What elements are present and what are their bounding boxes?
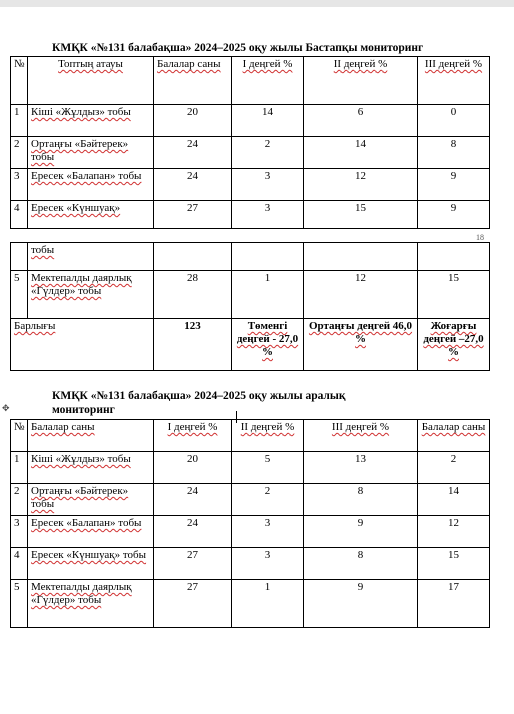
monitoring2-title-line2: мониторинг xyxy=(52,404,115,416)
cell-level1: 1 xyxy=(232,271,304,319)
cell-group-name: Мектепалды даярлық «Гүлдер» тобы xyxy=(28,580,154,628)
cell-count: 28 xyxy=(154,271,232,319)
cell-count xyxy=(154,243,232,271)
cell-level1: 2 xyxy=(232,137,304,169)
table-row xyxy=(11,271,490,319)
cell-group-name: Ортаңғы «Бәйтерек» тобы xyxy=(28,484,154,516)
cell-group-name: Ортаңғы «Бәйтерек» тобы xyxy=(28,137,154,169)
cell-level1: 2 xyxy=(232,484,304,516)
cell-group-name: Ересек «Күншуақ» xyxy=(28,201,154,229)
page-number: 18 xyxy=(476,233,484,242)
table-row xyxy=(11,548,490,580)
monitoring2-table xyxy=(10,419,490,628)
header-level3: III деңгей % xyxy=(304,420,418,452)
cell-level2: 8 xyxy=(304,484,418,516)
cell-no: 4 xyxy=(11,548,28,580)
cell-count: 20 xyxy=(154,105,232,137)
cell-count: 27 xyxy=(154,580,232,628)
table-row xyxy=(11,137,490,169)
header-no: № xyxy=(11,420,28,452)
cell-level2: 14 xyxy=(304,137,418,169)
cell-level1: 5 xyxy=(232,452,304,484)
cell-level1: 3 xyxy=(232,516,304,548)
cell-level2: 6 xyxy=(304,105,418,137)
header-children-count-2: Балалар саны xyxy=(418,420,490,452)
cell-level2 xyxy=(304,243,418,271)
total-low-level: Төменгі деңгей - 27,0 % xyxy=(232,319,304,371)
cell-level2: 9 xyxy=(304,516,418,548)
total-label: Барлығы xyxy=(11,319,154,371)
cell-level3: 2 xyxy=(418,452,490,484)
cell-no: 3 xyxy=(11,516,28,548)
monitoring1-table xyxy=(10,56,490,229)
cell-level3: 14 xyxy=(418,484,490,516)
cell-level3: 12 xyxy=(418,516,490,548)
header-group-name: Топтың атауы xyxy=(28,57,154,105)
total-count: 123 xyxy=(154,319,232,371)
header-level2: II деңгей % xyxy=(232,420,304,452)
cell-level1 xyxy=(232,243,304,271)
cell-level3: 8 xyxy=(418,137,490,169)
total-mid-level: Ортаңғы деңгей 46,0 % xyxy=(304,319,418,371)
cell-no: 1 xyxy=(11,452,28,484)
table-row xyxy=(11,580,490,628)
cell-level2: 9 xyxy=(304,580,418,628)
cell-group-name: Кіші «Жұлдыз» тобы xyxy=(28,452,154,484)
monitoring1-table-continued xyxy=(10,242,490,371)
cell-level2: 12 xyxy=(304,169,418,201)
cell-no: 5 xyxy=(11,271,28,319)
cell-level3: 17 xyxy=(418,580,490,628)
cell-level2: 13 xyxy=(304,452,418,484)
cell-level2: 8 xyxy=(304,548,418,580)
cell-count: 27 xyxy=(154,548,232,580)
cell-level3: 9 xyxy=(418,201,490,229)
table-row xyxy=(11,105,490,137)
header-no: № xyxy=(11,57,28,105)
table-move-handle-icon[interactable]: ✥ xyxy=(2,403,10,413)
cell-level1: 3 xyxy=(232,201,304,229)
table-row xyxy=(11,484,490,516)
cell-level1: 3 xyxy=(232,548,304,580)
cell-count: 24 xyxy=(154,484,232,516)
cell-count: 24 xyxy=(154,516,232,548)
table-header-row xyxy=(11,420,490,452)
cell-level1: 3 xyxy=(232,169,304,201)
cell-level1: 14 xyxy=(232,105,304,137)
monitoring2-title-line1: КМҚК «№131 балабақша» 2024–2025 оқу жылы аралық xyxy=(52,390,346,402)
cell-group-name: Ересек «Күншуақ» тобы xyxy=(28,548,154,580)
cell-no: 1 xyxy=(11,105,28,137)
cell-level2: 15 xyxy=(304,201,418,229)
header-children-count: Балалар саны xyxy=(154,57,232,105)
cell-level2: 12 xyxy=(304,271,418,319)
total-row xyxy=(11,319,490,371)
cell-no xyxy=(11,243,28,271)
cell-count: 24 xyxy=(154,137,232,169)
table-row xyxy=(11,169,490,201)
header-level3: III деңгей % xyxy=(418,57,490,105)
cell-group-name: Кіші «Жұлдыз» тобы xyxy=(28,105,154,137)
cell-level3: 9 xyxy=(418,169,490,201)
cell-level3 xyxy=(418,243,490,271)
monitoring1-title: КМҚК «№131 балабақша» 2024–2025 оқу жылы Бастапқы мониторинг xyxy=(52,42,424,54)
cell-group-name: Ересек «Балапан» тобы xyxy=(28,169,154,201)
window-top-bar xyxy=(0,0,514,7)
cell-level1: 1 xyxy=(232,580,304,628)
header-level2: II деңгей % xyxy=(304,57,418,105)
cell-count: 27 xyxy=(154,201,232,229)
cell-no: 4 xyxy=(11,201,28,229)
cell-no: 2 xyxy=(11,137,28,169)
cell-level3: 15 xyxy=(418,548,490,580)
cell-level3: 0 xyxy=(418,105,490,137)
table-header-row xyxy=(11,57,490,105)
cell-count: 20 xyxy=(154,452,232,484)
cell-group-name: Мектепалды даярлық «Гүлдер» тобы xyxy=(28,271,154,319)
table-row xyxy=(11,243,490,271)
cell-group-name: тобы xyxy=(28,243,154,271)
cell-no: 3 xyxy=(11,169,28,201)
table-row xyxy=(11,201,490,229)
cell-group-name: Ересек «Балапан» тобы xyxy=(28,516,154,548)
total-high-level: Жоғарғы деңгей –27,0 % xyxy=(418,319,490,371)
header-children-count: Балалар саны xyxy=(28,420,154,452)
table-row xyxy=(11,516,490,548)
header-level1: I деңгей % xyxy=(232,57,304,105)
cell-level3: 15 xyxy=(418,271,490,319)
header-level1: I деңгей % xyxy=(154,420,232,452)
cell-no: 2 xyxy=(11,484,28,516)
table-row xyxy=(11,452,490,484)
cell-no: 5 xyxy=(11,580,28,628)
cell-count: 24 xyxy=(154,169,232,201)
